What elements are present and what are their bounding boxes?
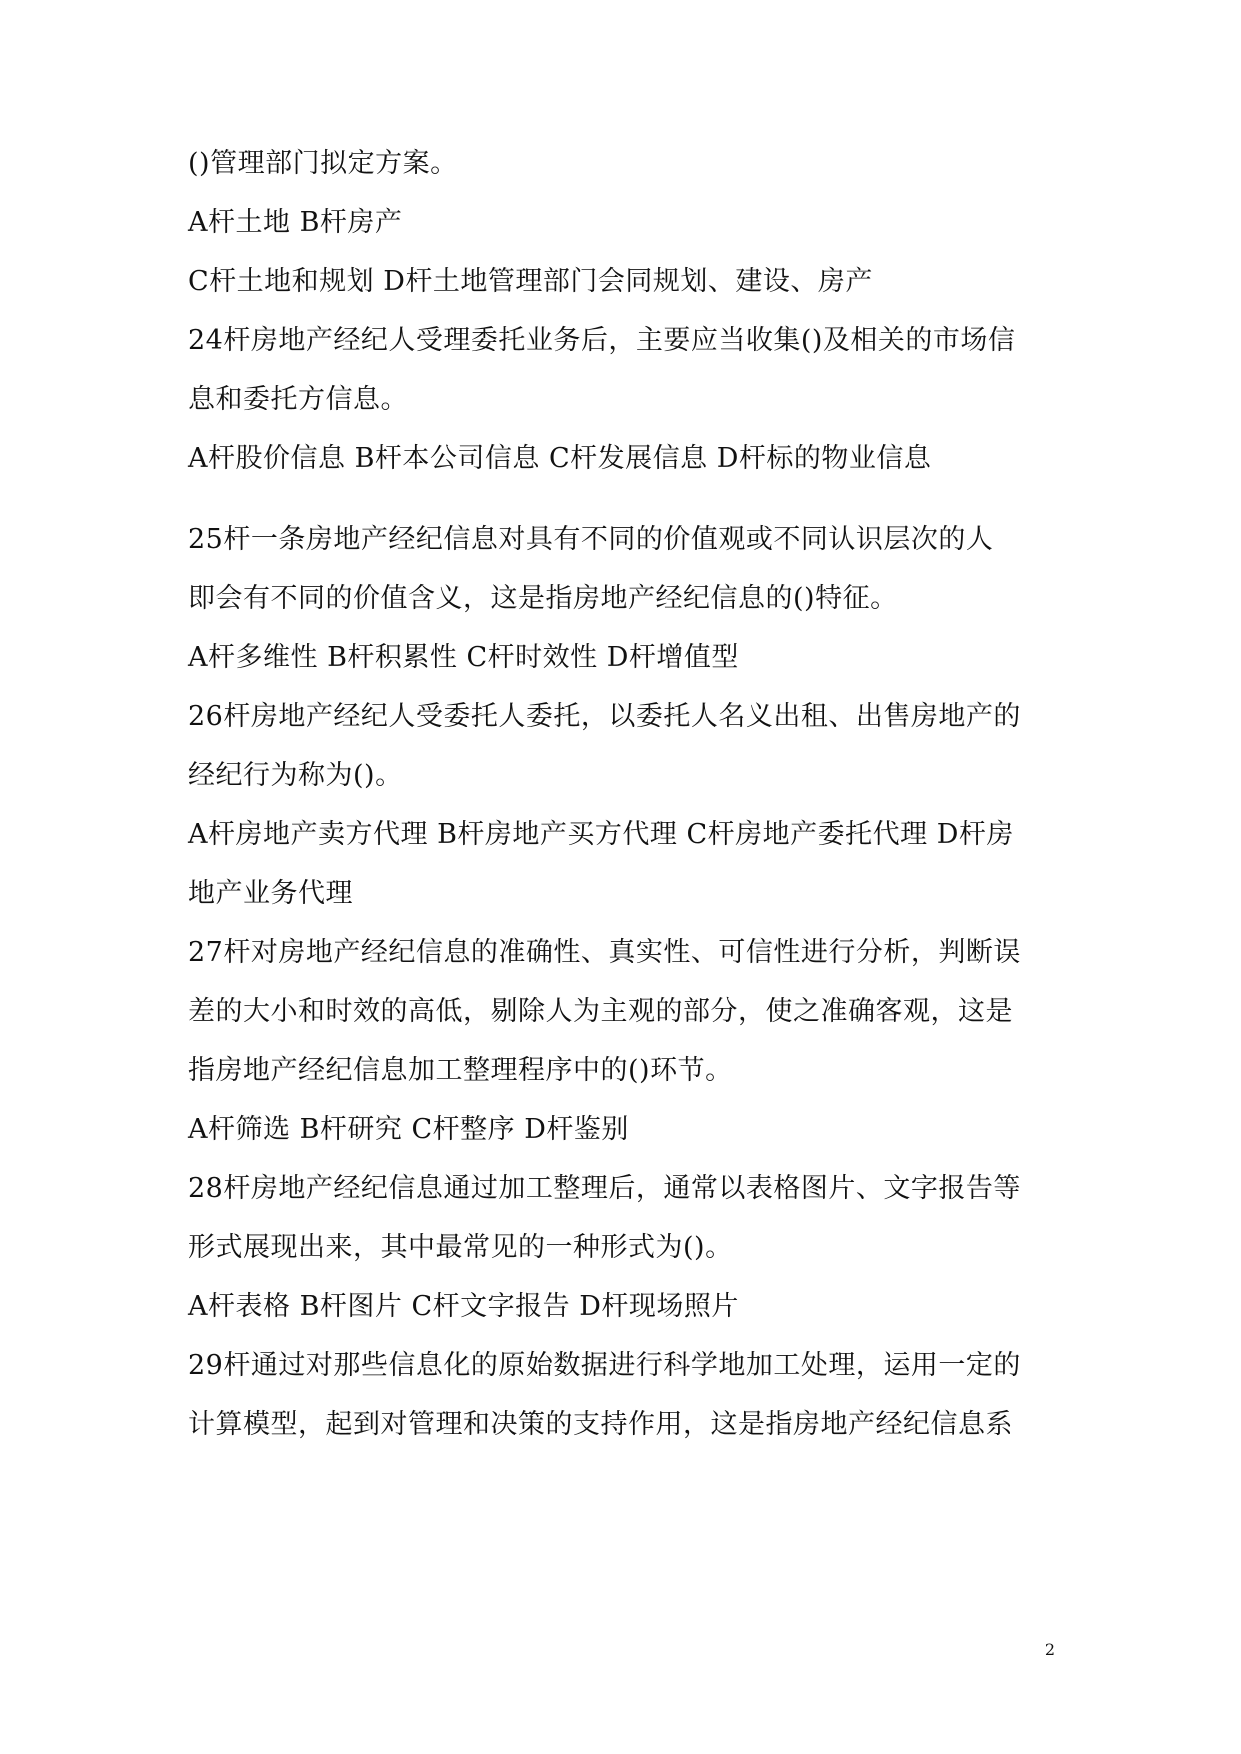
question-24-line-2: 息和委托方信息。 xyxy=(188,384,408,415)
question-25-line-2: 即会有不同的价值含义，这是指房地产经纪信息的()特征。 xyxy=(188,583,898,614)
question-29-line-2: 计算模型，起到对管理和决策的支持作用，这是指房地产经纪信息系 xyxy=(188,1409,1013,1440)
question-27-line-1: 27杆对房地产经纪信息的准确性、真实性、可信性进行分析，判断误 xyxy=(188,937,1021,968)
question-27-line-3: 指房地产经纪信息加工整理程序中的()环节。 xyxy=(188,1055,733,1086)
question-24-line-1: 24杆房地产经纪人受理委托业务后，主要应当收集()及相关的市场信 xyxy=(188,325,1016,356)
question-25-line-1: 25杆一条房地产经纪信息对具有不同的价值观或不同认识层次的人 xyxy=(188,524,994,555)
page-number: 2 xyxy=(1044,1640,1055,1659)
question-24-options: A杆股价信息 B杆本公司信息 C杆发展信息 D杆标的物业信息 xyxy=(188,443,932,474)
question-26-line-2: 经纪行为称为()。 xyxy=(188,760,403,791)
question-27-options: A杆筛选 B杆研究 C杆整序 D杆鉴别 xyxy=(188,1114,629,1145)
text-line-2: A杆土地 B杆房产 xyxy=(188,207,403,238)
question-28-line-1: 28杆房地产经纪信息通过加工整理后，通常以表格图片、文字报告等 xyxy=(188,1173,1021,1204)
question-27-line-2: 差的大小和时效的高低，剔除人为主观的部分，使之准确客观，这是 xyxy=(188,996,1013,1027)
question-26-options-line-2: 地产业务代理 xyxy=(188,878,353,909)
question-28-line-2: 形式展现出来，其中最常见的一种形式为()。 xyxy=(188,1232,733,1263)
question-25-options: A杆多维性 B杆积累性 C杆时效性 D杆增值型 xyxy=(188,642,739,673)
question-26-options-line-1: A杆房地产卖方代理 B杆房地产买方代理 C杆房地产委托代理 D杆房 xyxy=(188,819,1014,850)
question-28-options: A杆表格 B杆图片 C杆文字报告 D杆现场照片 xyxy=(188,1291,739,1322)
question-29-line-1: 29杆通过对那些信息化的原始数据进行科学地加工处理，运用一定的 xyxy=(188,1350,1021,1381)
question-26-line-1: 26杆房地产经纪人受委托人委托，以委托人名义出租、出售房地产的 xyxy=(188,701,1021,732)
text-line-1: ()管理部门拟定方案。 xyxy=(188,148,458,179)
text-line-3: C杆土地和规划 D杆土地管理部门会同规划、建设、房产 xyxy=(188,266,873,297)
